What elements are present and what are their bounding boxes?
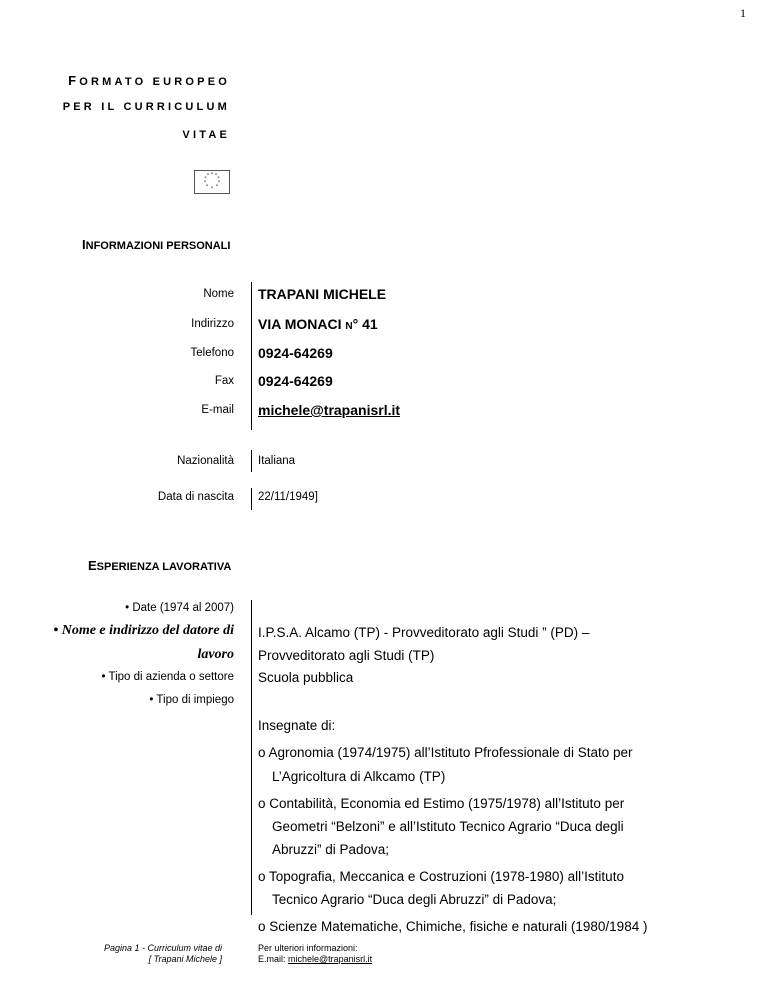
svg-text:*: * xyxy=(217,176,220,182)
divider-nascita xyxy=(251,488,252,510)
nazionalita-label: Nazionalità xyxy=(177,455,234,467)
list-item: o Contabilità, Economia ed Estimo (1975/1978) all’Istituto per xyxy=(258,796,625,811)
employer-label-line-1: • Nome e indirizzo del datore di xyxy=(53,623,234,638)
employer-label-line-2: lavoro xyxy=(197,647,234,662)
section-work-title: ESPERIENZA LAVORATIVA xyxy=(88,558,232,573)
divider-work xyxy=(251,600,252,915)
list-item: Abruzzi” di Padova; xyxy=(272,842,390,857)
employer-value-line-1: I.P.S.A. Alcamo (TP) - Provveditorato agli Studi ” (PD) – xyxy=(258,625,590,640)
header-line-1: FORMATO EUROPEO xyxy=(68,73,230,88)
page-number: 1 xyxy=(740,6,746,20)
svg-text:*: * xyxy=(210,186,214,192)
fax-value: 0924-64269 xyxy=(258,373,333,389)
indirizzo-label: Indirizzo xyxy=(191,318,234,330)
footer-right: Per ulteriori informazioni: E.mail: michele@trapanisrl.it xyxy=(258,943,373,964)
telefono-label: Telefono xyxy=(190,347,234,359)
svg-text:*: * xyxy=(215,184,219,190)
header-line-3: VITAE xyxy=(182,129,230,141)
nome-label: Nome xyxy=(203,288,234,300)
svg-text:*: * xyxy=(214,173,218,179)
svg-text:*: * xyxy=(203,180,207,186)
nome-value: TRAPANI MICHELE xyxy=(258,286,387,302)
fax-label: Fax xyxy=(214,375,234,387)
divider-personal xyxy=(251,282,252,430)
section-personal-title: INFORMAZIONI PERSONALI xyxy=(82,237,231,252)
email-link[interactable]: michele@trapanisrl.it xyxy=(258,402,401,418)
indirizzo-value: VIA MONACI N° 41 xyxy=(258,316,378,332)
svg-text:*: * xyxy=(210,172,214,178)
nazionalita-value: Italiana xyxy=(258,455,296,467)
list-item: Geometri “Belzoni” e all’Istituto Tecnico Agrario “Duca degli xyxy=(272,819,624,834)
list-item: o Topografia, Meccanica e Costruzioni (1978-1980) all’Istituto xyxy=(258,869,624,884)
telefono-value: 0924-64269 xyxy=(258,345,333,361)
svg-text:*: * xyxy=(206,173,210,179)
header-line-2: PER IL CURRICULUM xyxy=(62,101,230,113)
job-type-label: • Tipo di impiego xyxy=(149,694,234,706)
eu-flag-icon xyxy=(194,170,230,194)
date-label: • Date (1974 al 2007) xyxy=(125,602,234,614)
list-item: o Scienze Matematiche, Chimiche, fisiche e naturali (1980/1984 ) xyxy=(258,919,648,934)
job-intro: Insegnate di: xyxy=(258,718,336,733)
nascita-label: Data di nascita xyxy=(157,491,234,503)
sector-label: • Tipo di azienda o settore xyxy=(101,671,234,683)
employer-value-line-2: Provveditorato agli Studi (TP) xyxy=(258,648,435,663)
email-label: E-mail xyxy=(201,404,234,416)
list-item: o Agronomia (1974/1975) all’Istituto Pfrofessionale di Stato per xyxy=(258,745,633,760)
list-item: Tecnico Agrario “Duca degli Abruzzi” di Padova; xyxy=(272,892,557,907)
divider-nazionalita xyxy=(251,450,252,472)
nascita-value: 22/11/1949] xyxy=(258,491,318,503)
footer-left: Pagina 1 - Curriculum vitae di [ Trapani Michele ] xyxy=(103,943,222,964)
list-item: L’Agricoltura di Alkcamo (TP) xyxy=(272,769,446,784)
sector-value: Scuola pubblica xyxy=(258,670,354,685)
svg-text:*: * xyxy=(217,180,221,186)
svg-text:*: * xyxy=(205,184,209,190)
svg-text:*: * xyxy=(204,176,207,182)
footer-email-link[interactable]: michele@trapanisrl.it xyxy=(288,954,373,964)
